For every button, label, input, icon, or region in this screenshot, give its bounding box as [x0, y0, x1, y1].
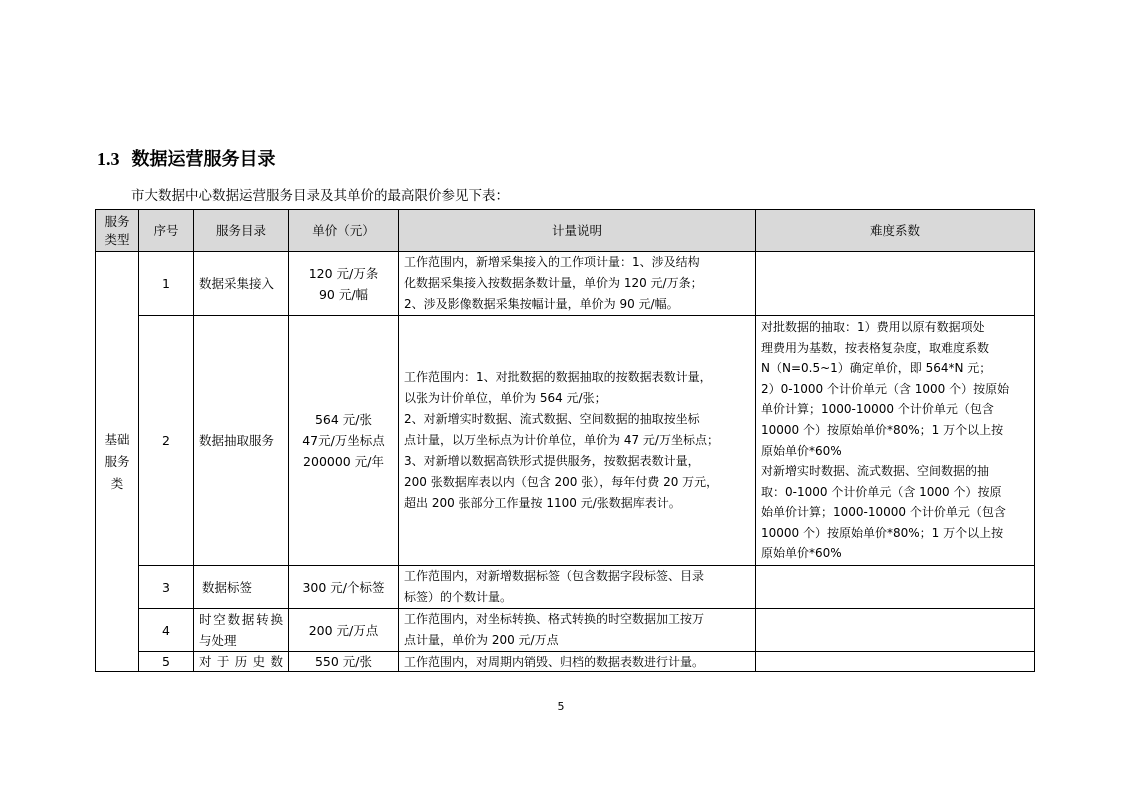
header-measurement: 计量说明	[399, 210, 756, 252]
header-service-type: 服务类型	[96, 210, 139, 252]
measurement-line: 2、涉及影像数据采集按幅计量，单价为 90 元/幅。	[404, 297, 679, 311]
catalog-cell: 数据采集接入	[194, 252, 289, 316]
catalog-cell: 数据标签	[194, 566, 289, 609]
catalog-cell: 时空数据转换与处理	[194, 609, 289, 652]
difficulty-line: 10000 个）按原始单价*80%；1 万个以上按	[761, 422, 1004, 437]
price-line: 90 元/幅	[318, 286, 369, 302]
measurement-line: 以张为计价单位，单价为 564 元/张；	[404, 391, 607, 405]
table-row	[96, 652, 1035, 672]
difficulty-cell	[756, 316, 1035, 566]
table-header-row	[96, 210, 1035, 252]
measurement-cell	[399, 316, 756, 566]
table-row	[96, 252, 1035, 316]
difficulty-line: 对新增实时数据、流式数据、空间数据的抽	[761, 464, 990, 479]
header-price: 单价（元）	[289, 210, 399, 252]
difficulty-line: 理费用为基数，按表格复杂度，取难度系数	[761, 340, 990, 355]
price-line: 300 元/个标签	[302, 579, 385, 595]
difficulty-line: N（N=0.5~1）确定单价，即 564*N 元；	[761, 361, 992, 376]
price-cell	[289, 252, 399, 316]
page-number: 5	[557, 700, 565, 713]
price-line: 200000 元/年	[303, 454, 384, 469]
measurement-line: 工作范围内，对新增数据标签（包含数据字段标签、目录	[404, 569, 705, 583]
difficulty-cell	[756, 652, 1035, 672]
measurement-line: 点计量，以万坐标点为计价单位，单价为 47 元/万坐标点；	[404, 433, 719, 447]
measurement-line: 2、对新增实时数据、流式数据、空间数据的抽取按坐标	[404, 412, 700, 426]
service-type-label: 基础服务类	[104, 431, 130, 491]
price-line: 550 元/张	[314, 653, 373, 669]
measurement-line: 超出 200 张部分工作量按 1100 元/张数据库表计。	[404, 496, 681, 510]
measurement-line: 3、对新增以数据高铁形式提供服务，按数据表数计量，	[404, 454, 700, 468]
catalog-cell: 数据抽取服务	[194, 316, 289, 566]
price-line: 120 元/万条	[308, 265, 379, 281]
measurement-line: 200 张数据库表以内（包含 200 张），每年付费 20 万元，	[404, 475, 719, 489]
table-row	[96, 609, 1035, 652]
difficulty-line: 2）0-1000 个计价单元（含 1000 个）按原始	[761, 381, 1010, 396]
measurement-line: 工作范围内，对周期内销毁、归档的数据表数进行计量。	[404, 654, 705, 669]
row-number: 4	[139, 609, 194, 652]
section-heading	[97, 145, 276, 171]
measurement-line: 工作范围内：1、对批数据的数据抽取的按数据表数计量，	[404, 370, 712, 384]
difficulty-line: 始单价计算；1000-10000 个计价单元（包含	[761, 505, 1006, 520]
difficulty-cell	[756, 252, 1035, 316]
measurement-line: 化数据采集接入按数据条数计量，单价为 120 元/万条；	[404, 276, 703, 290]
price-line: 564 元/张	[314, 412, 373, 427]
price-line: 47元/万坐标点	[302, 433, 385, 448]
price-cell	[289, 652, 399, 672]
service-catalog-table	[95, 209, 1035, 672]
row-number: 1	[139, 252, 194, 316]
catalog-cell: 对于历史数	[194, 652, 289, 672]
price-line: 200 元/万点	[308, 622, 379, 638]
intro-paragraph: 市大数据中心数据运营服务目录及其单价的最高限价参见下表：	[131, 188, 509, 204]
measurement-line: 工作范围内，对坐标转换、格式转换的时空数据加工按万	[404, 612, 705, 626]
measurement-line: 标签）的个数计量。	[404, 590, 513, 604]
row-number: 2	[139, 316, 194, 566]
price-cell	[289, 316, 399, 566]
difficulty-cell	[756, 566, 1035, 609]
header-difficulty: 难度系数	[756, 210, 1035, 252]
price-cell	[289, 566, 399, 609]
service-type-cell	[96, 252, 139, 672]
price-cell	[289, 609, 399, 652]
measurement-cell	[399, 652, 756, 672]
section-title: 数据运营服务目录	[131, 149, 276, 169]
measurement-cell	[399, 566, 756, 609]
section-number: 1.3	[97, 149, 120, 169]
difficulty-line: 原始单价*60%	[761, 546, 842, 561]
difficulty-line: 单价计算；1000-10000 个计价单元（包含	[761, 402, 994, 417]
measurement-line: 点计量，单价为 200 元/万点	[404, 633, 559, 647]
table-row	[96, 566, 1035, 609]
measurement-line: 工作范围内，新增采集接入的工作项计量：1、涉及结构	[404, 255, 700, 269]
header-catalog: 服务目录	[194, 210, 289, 252]
measurement-cell	[399, 252, 756, 316]
table-row	[96, 316, 1035, 566]
measurement-cell	[399, 609, 756, 652]
difficulty-line: 10000 个）按原始单价*80%；1 万个以上按	[761, 525, 1004, 540]
difficulty-line: 取：0-1000 个计价单元（含 1000 个）按原	[761, 484, 1002, 499]
difficulty-line: 原始单价*60%	[761, 443, 842, 458]
row-number: 5	[139, 652, 194, 672]
difficulty-cell	[756, 609, 1035, 652]
difficulty-line: 对批数据的抽取：1）费用以原有数据项处	[761, 319, 985, 334]
header-no: 序号	[139, 210, 194, 252]
row-number: 3	[139, 566, 194, 609]
